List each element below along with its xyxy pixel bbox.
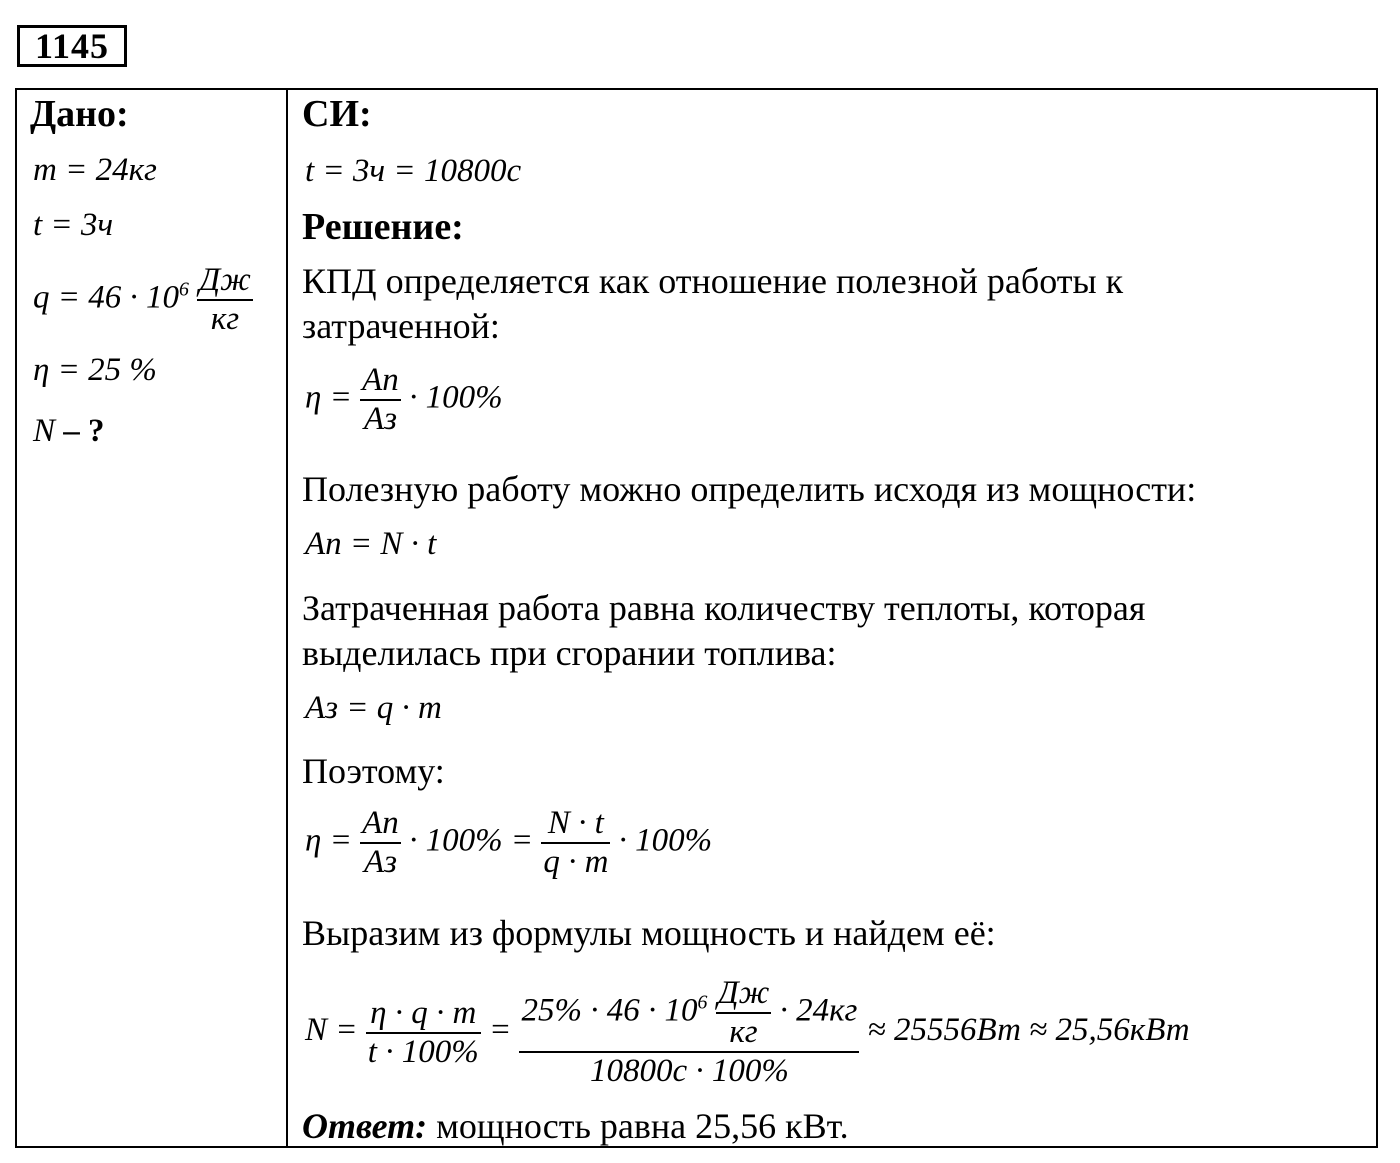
q-unit-fraction bbox=[197, 262, 253, 338]
f4-rhs: · 100% bbox=[618, 822, 713, 859]
f5-numerator-2 bbox=[519, 975, 859, 1053]
f1-fraction bbox=[360, 362, 401, 438]
f5-num2-value: 25% · 46 · 10 bbox=[521, 992, 698, 1029]
given-time: t = 3ч bbox=[33, 207, 114, 243]
q-unit-numerator: Дж bbox=[197, 262, 253, 301]
f5-num2-unit-numerator: Дж bbox=[716, 975, 772, 1014]
solution-header: Решение: bbox=[302, 206, 464, 248]
formula-combined bbox=[305, 805, 712, 881]
si-time-conversion: t = 3ч = 10800с bbox=[305, 153, 522, 189]
find-line bbox=[33, 413, 105, 450]
para-express-power: Выразим из формулы мощность и найдем её: bbox=[302, 913, 996, 953]
problem-number: 1145 bbox=[17, 25, 127, 67]
f1-rhs: · 100% bbox=[409, 379, 503, 416]
f5-denominator-2: 10800с · 100% bbox=[589, 1053, 789, 1089]
answer-text: мощность равна 25,56 кВт. bbox=[436, 1106, 849, 1146]
f1-lhs: η = bbox=[305, 379, 352, 416]
f5-eq: = bbox=[488, 1012, 512, 1049]
f5-denominator-1: t · 100% bbox=[367, 1033, 479, 1070]
para-efficiency-def: КПД определяется как отношение полезной работы к bbox=[302, 261, 1124, 301]
given-mass: m = 24кг bbox=[33, 152, 157, 188]
q-unit-denominator: кг bbox=[210, 301, 240, 337]
formula-power bbox=[305, 975, 1190, 1090]
para-therefore: Поэтому: bbox=[302, 751, 445, 791]
f5-numerator-1: η · q · m bbox=[366, 995, 481, 1034]
f4-fraction-2 bbox=[541, 805, 610, 881]
given-heat-value bbox=[33, 262, 253, 338]
formula-useful-work: Aп = N · t bbox=[305, 526, 437, 562]
given-efficiency: η = 25 % bbox=[33, 352, 157, 388]
f5-num2-unit-denominator: кг bbox=[729, 1014, 758, 1050]
f4-numerator-1: Aп bbox=[360, 805, 401, 844]
answer-line bbox=[302, 1105, 849, 1147]
column-divider bbox=[286, 88, 288, 1148]
find-variable: N bbox=[33, 413, 56, 449]
para-efficiency-def-2: затраченной: bbox=[302, 306, 500, 346]
f5-num2-exp: 6 bbox=[697, 991, 708, 1014]
f5-num2-unit bbox=[716, 975, 772, 1051]
f4-denominator-2: q · m bbox=[543, 844, 609, 880]
f1-numerator: Aп bbox=[360, 362, 401, 401]
f4-numerator-2: N · t bbox=[541, 805, 610, 844]
f4-lhs: η = bbox=[305, 822, 352, 859]
f5-num2-mass: · 24кг bbox=[779, 992, 858, 1029]
given-header: Дано: bbox=[30, 93, 129, 135]
f5-lhs: N = bbox=[305, 1012, 358, 1049]
f1-denominator: Aз bbox=[363, 401, 397, 437]
f5-fraction-1 bbox=[366, 995, 481, 1071]
formula-efficiency bbox=[305, 362, 503, 438]
f4-mid: · 100% = bbox=[409, 822, 534, 859]
f5-fraction-2 bbox=[519, 975, 859, 1090]
answer-label: Ответ: bbox=[302, 1106, 428, 1146]
f4-denominator-1: Aз bbox=[363, 844, 397, 880]
para-spent-work: Затраченная работа равна количеству теплоты, которая bbox=[302, 588, 1146, 628]
q-exponent: 6 bbox=[179, 278, 189, 301]
para-spent-work-2: выделилась при сгорании топлива: bbox=[302, 633, 837, 673]
formula-spent-work: Aз = q · m bbox=[305, 690, 442, 726]
para-useful-work: Полезную работу можно определить исходя из мощности: bbox=[302, 469, 1197, 509]
f4-fraction-1 bbox=[360, 805, 401, 881]
si-header: СИ: bbox=[302, 93, 372, 135]
find-question: – ? bbox=[63, 413, 105, 449]
q-lhs: q = 46 · 10 bbox=[33, 279, 180, 316]
f5-rhs: ≈ 25556Вт ≈ 25,56кВт bbox=[867, 1012, 1190, 1049]
